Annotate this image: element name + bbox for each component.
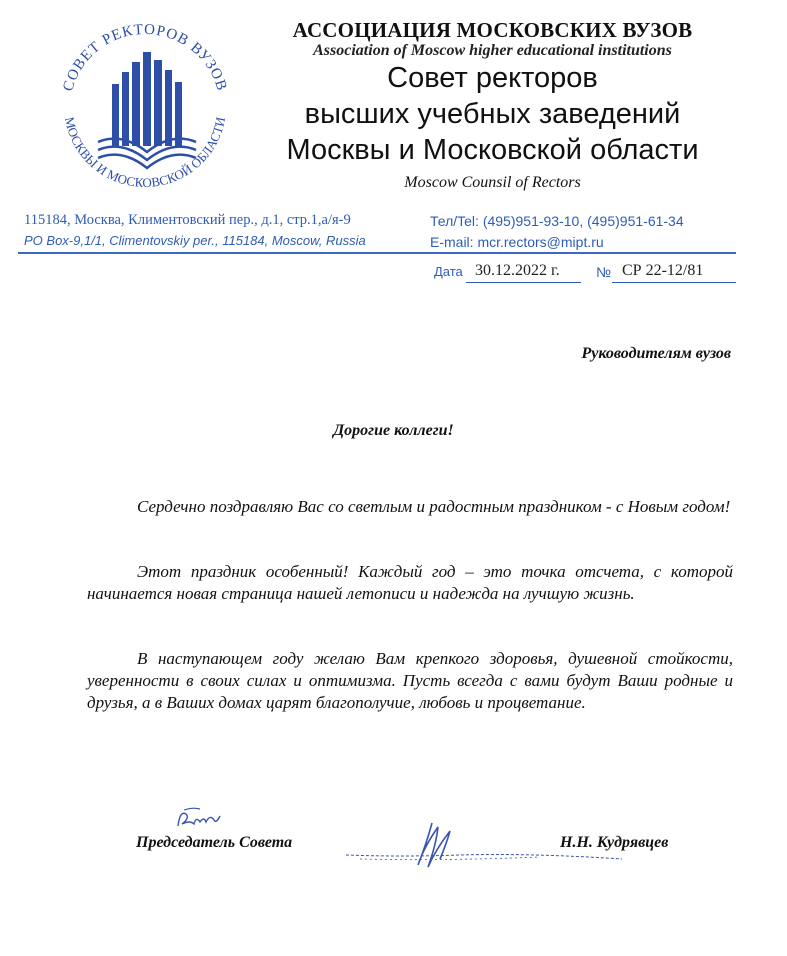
number-label: № <box>596 264 612 280</box>
handwritten-initials-mark <box>174 806 224 832</box>
email-address: E-mail: mcr.rectors@mipt.ru <box>430 234 604 250</box>
council-title-line-1: Совет ректоров <box>387 62 598 94</box>
date-underline <box>466 282 581 283</box>
logo-ring-text-bottom: МОСКВЫ И МОСКОВСКОЙ ОБЛАСТИ <box>61 115 229 191</box>
paragraph-3: В наступающем году желаю Вам крепкого здоровья, душевной стойкости, уверенности в своих силах и оптимизма. Пусть всегда с вами будут Ваши родные и друзья, а в Ваших домах царят благополучие, любовь и процветание. <box>87 649 733 712</box>
logo-ring-text-top: СОВЕТ РЕКТОРОВ ВУЗОВ <box>60 21 230 94</box>
address-en: PO Box-9,1/1, Climentovskiy per., 115184, Moscow, Russia <box>24 233 366 248</box>
signatory-name: Н.Н. Кудрявцев <box>560 834 669 851</box>
recipient: Руководителям вузов <box>581 345 731 362</box>
signatory-title: Председатель Совета <box>136 834 293 851</box>
paragraph-1: Сердечно поздравляю Вас со светлым и радостным праздником - с Новым годом! <box>137 497 731 516</box>
council-name-en: Moscow Counsil of Rectors <box>404 174 581 191</box>
association-name-en: Association of Moscow higher educational institutions <box>313 42 672 59</box>
council-title-line-3: Москвы и Московской области <box>286 134 699 166</box>
council-emblem-logo <box>50 14 240 204</box>
council-title-line-2: высших учебных заведений <box>304 98 681 130</box>
number-value: СР 22-12/81 <box>622 262 704 279</box>
phone-numbers: Тел/Tel: (495)951-93-10, (495)951-61-34 <box>430 213 684 229</box>
association-name-ru: АССОЦИАЦИЯ МОСКОВСКИХ ВУЗОВ <box>292 18 693 42</box>
paragraph-2: Этот праздник особенный! Каждый год – это точка отсчета, с которой начинается новая страница нашей летописи и надежда на лучшую жизнь. <box>87 562 733 603</box>
header-divider <box>18 252 736 254</box>
date-value: 30.12.2022 г. <box>475 262 560 279</box>
date-label: Дата <box>434 264 463 279</box>
greeting: Дорогие коллеги! <box>333 422 454 439</box>
number-underline <box>612 282 736 283</box>
building-columns-icon <box>112 52 182 146</box>
address-ru: 115184, Москва, Климентовский пер., д.1, стр.1,а/я-9 <box>24 212 351 228</box>
